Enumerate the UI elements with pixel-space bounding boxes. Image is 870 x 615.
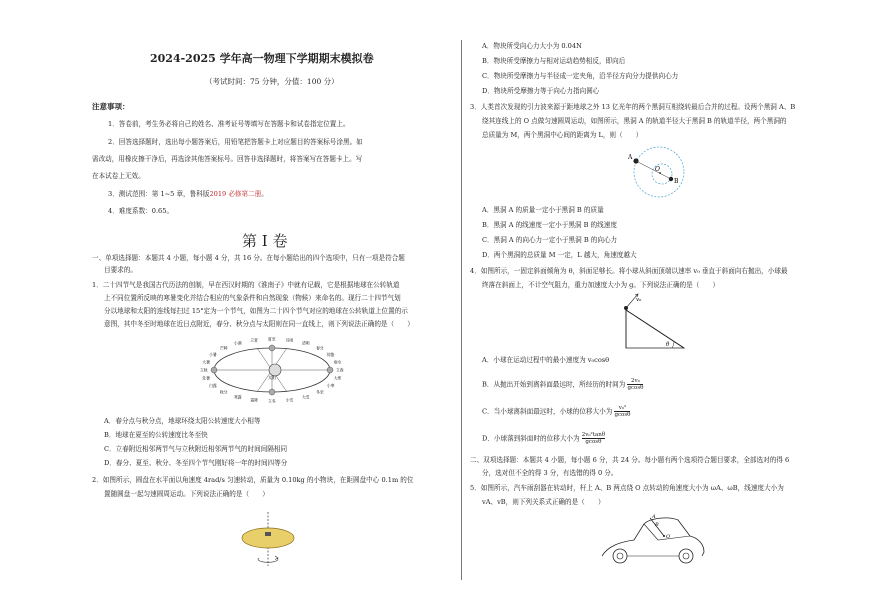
solar-term-label: 惊蛰 [326,352,335,357]
q1-option-b[interactable] [104,431,208,440]
q4-option-b-text: B．从抛出开始到离斜面最远时，所经历的时间为 [482,380,626,389]
q3-option-b-text: B．黑洞 A 的线速度一定小于黑洞 B 的线速度 [482,221,617,229]
solar-term-label: 雨水 [333,359,342,365]
q4-option-b-den: gcosθ [627,385,644,391]
notice-item-3-range: 2019 必修第二册 [209,190,262,198]
solar-term-label: 小暑 [209,352,217,357]
notice-item-2c: 在本试卷上无效。 [92,172,145,180]
q1-line-4: 意图，其中冬至时地球在近日点附近，春分、秋分点与太阳则在同一直线上，则下列说法正确的是（ ） [104,320,414,328]
q1-line-3: 分以地球和太阳的连线每扫过 15°定为一个节气，如图为二十四个节气对应的地球在公转轨道上位置的示 [104,307,408,315]
solar-term-label: 立秋 [200,367,208,373]
solar-term-label: 小雪 [285,397,294,403]
q3-label-a: A [628,154,633,161]
solar-term-label: 霜降 [250,397,258,403]
q2-option-d[interactable] [482,87,599,96]
q2-option-a[interactable] [482,42,582,51]
q3-line-3: 总质量为 M，两个黑洞中心间的距离为 L，则（ ） [482,131,643,139]
q3-option-a[interactable] [482,206,604,215]
solar-term-label: 立夏 [250,337,258,343]
q1-option-a[interactable] [104,417,260,426]
column-divider [461,40,462,580]
q1-option-a-text: A．春分点与秋分点，地球环绕太阳公转速度大小相等 [104,417,261,425]
q3-black-hole-diagram [625,143,695,201]
q4-label-v0: v₀ [636,297,642,303]
q2-option-c-text: C．物块所受摩擦力与半径成一定夹角，沿半径方向分力提供向心力 [482,72,679,80]
solar-term-label: 谷雨 [285,337,294,343]
solar-term-label: 夏至 [268,336,276,342]
q5-label-b: B [655,522,659,528]
solar-term-label: 秋分 [219,389,228,395]
section-2-line-1: 二、双项选择题：本题共 4 小题，每小题 6 分，共 24 分。每小题有两个选项符合题目要求，全部选对的得 6 [470,456,790,464]
q5-car-wiper-diagram [598,506,708,564]
q4-line-1: 4．如图所示，一固定斜面倾角为 θ，斜面足够长。将小球从斜面顶端以速率 v₀ 垂直于斜面向右抛出，小球最 [470,267,788,275]
q2-line-1: 2．如图所示，圆盘在水平面以角速度 4rad/s 匀速转动，质量为 0.10kg 的小物块，在距圆盘中心 0.1m 的位 [92,476,414,484]
notice-item-2b: 需改动，用橡皮擦干净后，再选涂其他答案标号。回答非选择题时，将答案写在答题卡上。写 [92,155,363,163]
notice-item-3-end: 。 [261,190,268,198]
q3-line-1: 3．人类首次发现的引力波来源于距地球之外 13 亿光年的两个黑洞互相绕转最后合并的过程。设两个黑洞 A、B [470,103,796,111]
sun-label: 太阳 [268,375,276,380]
solar-term-label: 小满 [234,340,242,346]
section-1-intro-a: 一、单项选择题：本题共 4 小题，每小题 4 分，共 16 分。在每小题给出的四个选项中，只有一项是符合题 [92,254,405,262]
q1-line-2: 上不同位置所反映的寒暑变化并结合相应的气象条件和自然现象（物候）来命名的。现行二十四节气划 [104,294,401,302]
solar-term-label: 立春 [336,367,344,373]
section-1-intro-b: 目要求的。 [104,266,137,274]
solar-term-label: 春分 [316,345,324,351]
q4-line-2: 终落在斜面上，不计空气阻力，重力加速度大小为 g。下列说法正确的是（ ） [482,281,720,289]
q5-line-2: vA、vB，则下列关系式正确的是（ ） [482,498,605,506]
notice-heading: 注意事项： [92,102,130,111]
q4-option-b-fraction [627,378,643,391]
q2-option-c[interactable] [482,72,678,81]
q4-option-c-num: v₀² [614,405,630,412]
q1-orbit-diagram [195,330,350,410]
q4-option-b[interactable] [482,378,643,391]
q2-option-b-text: B．物块所受摩擦力与相对运动趋势相反，即向后 [482,57,626,65]
q4-label-theta: θ [666,342,670,348]
q4-option-d-fraction [582,432,605,445]
q1-option-c[interactable] [104,445,287,454]
q3-line-2: 绕其连线上的 O 点做匀速圆周运动，如图所示，黑洞 A 的轨道半径大于黑洞 B 的轨道半径，两个黑洞的 [482,117,787,125]
solar-term-label: 清明 [302,340,310,346]
q2-option-b[interactable] [482,57,625,66]
section-1-heading: 第 I 卷 [242,232,288,250]
q1-option-c-text: C．立春附近相邻两节气与立秋附近相邻两节气的时间间隔相同 [104,445,288,453]
q3-option-c[interactable] [482,236,617,245]
q1-option-d-text: D．春分、夏至、秋分、冬至四个节气刚好将一年的时间四等分 [104,459,288,467]
q1-line-1: 1．二十四节气是我国古代历法的创制，早在西汉时期的《淮南子》中就有记载，它是根据地球在公转轨道 [92,281,400,289]
q4-incline-diagram [620,292,690,352]
notice-item-1: 1．答卷前，考生务必将自己的姓名、准考证号等填写在答题卡和试卷指定位置上。 [108,120,350,128]
q2-option-d-text: D．物块所受摩擦力等于向心力指向圆心 [482,87,600,95]
q4-option-c-fraction [614,405,630,418]
q3-option-c-text: C．黑洞 A 的向心力一定小于黑洞 B 的向心力 [482,236,618,244]
solar-term-label: 寒露 [234,394,242,400]
q4-option-c-den: gcosθ [614,412,631,418]
section-2-line-2: 分，选对但不全的得 3 分，有选错的得 0 分。 [482,469,618,477]
solar-term-label: 大暑 [202,359,210,365]
q5-line-1: 5．如图所示，汽车雨刮器在转动时，杆上 A、B 两点绕 O 点转动的角速度大小为 ωA、ωB，线速度大小为 [470,484,784,492]
q3-label-o: O [655,166,660,173]
q5-label-o: O [666,534,671,540]
q5-label-a: A [652,514,656,520]
notice-item-2a: 2．回答选择题时，选出每小题答案后，用铅笔把答题卡上对应题目的答案标号涂黑。如 [108,138,363,146]
q3-option-a-text: A．黑洞 A 的质量一定小于黑洞 B 的质量 [482,206,604,214]
solar-term-label: 立冬 [268,398,276,404]
solar-term-label: 芒种 [219,345,228,351]
q4-option-c-text: C．当小球离斜面最远时，小球的位移大小为 [482,407,613,416]
q4-option-d[interactable] [482,432,605,445]
notice-item-4: 4．难度系数：0.65。 [108,207,174,215]
solar-term-label: 小寒 [326,383,335,388]
q3-label-b: B [674,178,679,185]
q4-option-c[interactable] [482,405,630,418]
solar-term-label: 处暑 [202,375,210,381]
page-title: 2024-2025 学年高一物理下学期期末模拟卷 [150,52,374,65]
notice-item-3 [108,190,268,199]
q2-option-a-text: A．物块所受向心力大小为 0.04N [482,42,582,50]
exam-subtitle: （考试时间：75 分钟，分值：100 分） [205,77,339,86]
solar-term-label: 冬至 [316,389,324,395]
q2-disk-diagram [238,510,298,568]
q1-option-b-text: B．地球在夏至的公转速度比冬至快 [104,431,208,439]
right-column [470,0,870,615]
solar-term-label: 大雪 [302,394,310,400]
q4-option-d-num: 2v₀²tanθ [581,432,606,438]
q4-option-a[interactable] [482,356,609,365]
q4-option-a-text: A．小球在运动过程中的最小速度为 v₀cosθ [482,356,610,364]
solar-term-label: 大寒 [333,375,342,381]
q3-option-d[interactable] [482,251,637,260]
q3-option-d-text: D．两个黑洞的总质量 M 一定，L 越大，角速度越大 [482,251,637,259]
q2-line-2: 置随圆盘一起匀速圆周运动。下列说法正确的是（ ） [104,490,269,498]
q4-option-d-den: gcosθ [585,439,602,445]
notice-item-3-text: 3．测试范围：第 1~5 章，鲁科版 [108,190,210,198]
solar-term-label: 白露 [209,383,217,388]
q4-option-d-text: D．小球落到斜面时的位移大小为 [482,434,580,443]
q3-option-b[interactable] [482,221,617,230]
q4-option-b-num: 2v₀ [627,378,643,385]
q1-option-d[interactable] [104,459,287,468]
